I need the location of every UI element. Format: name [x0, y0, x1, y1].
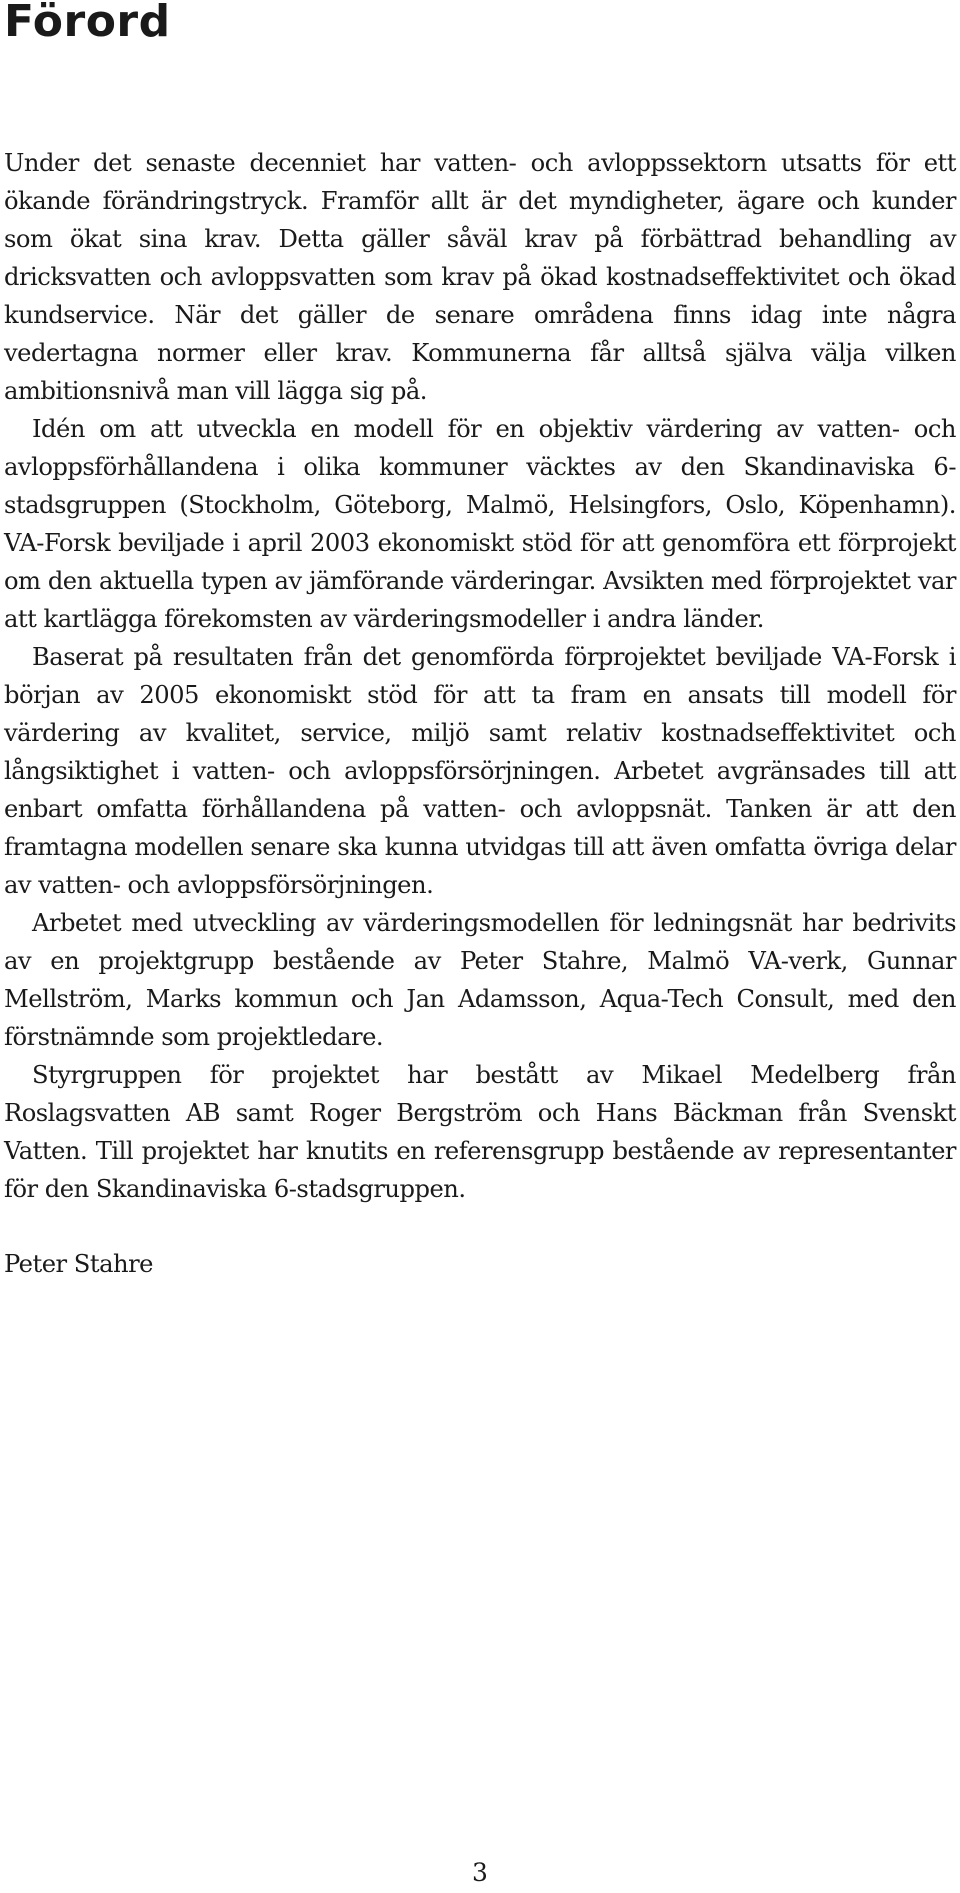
paragraph-4: Arbetet med utveckling av värderingsmodellen för ledningsnät har bedrivits av en projektgrupp bestående av Peter Stahre, Malmö VA-verk, Gunnar Mellström, Marks kommun och Jan Adamsson, Aqua-Tech Consult, med den förstnämnde som projektledare. [4, 909, 956, 1051]
page-number: 3 [472, 1858, 488, 1887]
signature: Peter Stahre [4, 1250, 153, 1278]
paragraph-2: Idén om att utveckla en modell för en objektiv värdering av vatten- och avloppsförhållandena i olika kommuner väcktes av den Skandinaviska 6-stadsgruppen (Stockholm, Göteborg, Malmö, Helsingfors, Oslo, Köpenhamn). VA-Forsk beviljade i april 2003 ekonomiskt stöd för att genomföra ett förprojekt om den aktuella typen av jämförande värderingar. Avsikten med förprojektet var att kartlägga förekomsten av värderingsmodeller i andra länder. [4, 415, 956, 633]
paragraph-1: Under det senaste decenniet har vatten- och avloppssektorn utsatts för ett ökande förändringstryck. Framför allt är det myndigheter, ägare och kunder som ökat sina krav. Detta gäller såväl krav på förbättrad behandling av dricksvatten och avloppsvatten som krav på ökad kostnadseffektivitet och ökad kundservice. När det gäller de senare områdena finns idag inte några vedertagna normer eller krav. Kommunerna får alltså själva välja vilken ambitionsnivå man vill lägga sig på. [4, 149, 956, 405]
paragraph-3: Baserat på resultaten från det genomförda förprojektet beviljade VA-Forsk i början av 2005 ekonomiskt stöd för att ta fram en ansats till modell för värdering av kvalitet, service, miljö samt relativ kostnadseffektivitet och långsiktighet i vatten- och avloppsförsörjningen. Arbetet avgränsades till att enbart omfatta förhållandena på vatten- och avloppsnät. Tanken är att den framtagna modellen senare ska kunna utvidgas till att även omfatta övriga delar av vatten- och avloppsförsörjningen. [4, 643, 956, 899]
foreword-body [4, 144, 956, 1208]
page-title: Förord [4, 0, 171, 47]
paragraph-5: Styrgruppen för projektet har bestått av Mikael Medelberg från Roslagsvatten AB samt Roger Bergström och Hans Bäckman från Svenskt Vatten. Till projektet har knutits en referensgrupp bestående av representanter för den Skandinaviska 6-stadsgruppen. [4, 1061, 956, 1203]
